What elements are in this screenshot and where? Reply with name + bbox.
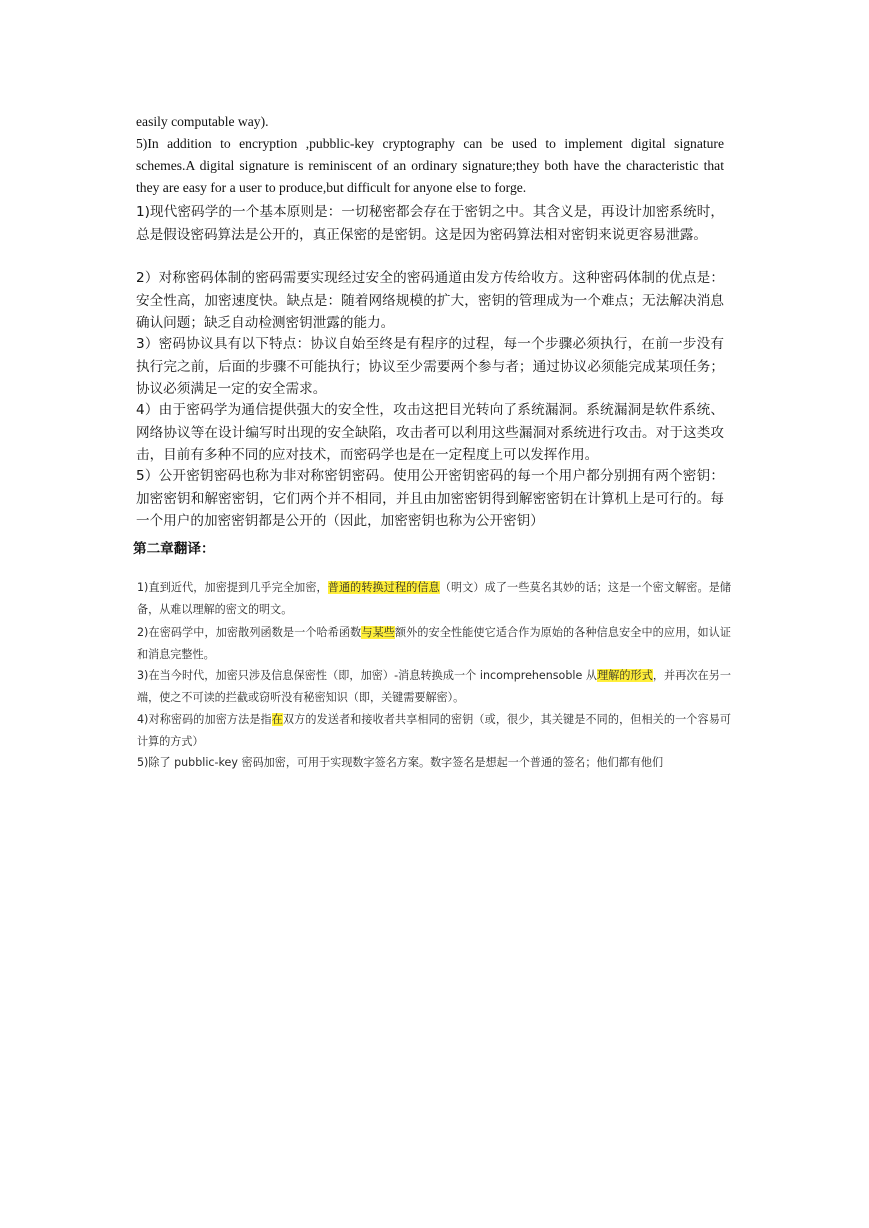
translation-4-text-a: 4)对称密码的加密方法是指 — [137, 713, 272, 726]
translation-2-text-a: 2)在密码学中，加密散列函数是一个哈希函数 — [137, 626, 362, 639]
translation-4-highlight: 在 — [271, 713, 283, 726]
translation-paragraph-2 — [137, 622, 731, 665]
translation-2-highlight: 与某些 — [361, 626, 395, 639]
translation-1-highlight: 普通的转换过程的信息 — [327, 581, 440, 594]
translation-1-text-b: （明文）成了一些莫名其妙的话；这是一个密文解密。是储备，从难以理解的密文的明文。 — [137, 581, 731, 616]
translation-1-text-a: 1)直到近代，加密提到几乎完全加密， — [137, 581, 328, 594]
translation-paragraph-4 — [137, 709, 731, 752]
translation-paragraph-3 — [137, 665, 731, 708]
english-line-prev: easily computable way). — [136, 114, 269, 129]
english-paragraph-5: 5)In addition to encryption ,pubblic-key cryptography can be used to implement digital signature schemes.A digital signature is reminiscent of an ordinary signature;they both have the characteristic that they are easy for a user to produce,but difficult for anyone else to forge. — [136, 136, 724, 195]
translation-paragraph-5: 5)除了 pubblic-key 密码加密，可用于实现数字签名方案。数字签名是想起一个普通的签名；他们都有他们 — [137, 756, 664, 769]
translation-4-text-b: 双方的发送者和接收者共享相同的密钥（或，很少，其关键是不同的，但相关的一个容易可计算的方式） — [137, 713, 732, 748]
translation-2-text-b: 额外的安全性能使它适合作为原始的各种信息安全中的应用，如认证和消息完整性。 — [137, 626, 731, 661]
answer-paragraph-3: 3）密码协议具有以下特点：协议自始至终是有程序的过程，每一个步骤必须执行，在前一步没有执行完之前，后面的步骤不可能执行；协议至少需要两个参与者；通过协议必须能完成某项任务；协议必须满足一定的安全需求。 — [136, 336, 724, 398]
translation-3-text-a: 3)在当今时代，加密只涉及信息保密性（即，加密）-消息转换成一个 incomprehensoble 从 — [137, 669, 598, 682]
translation-paragraph-1 — [137, 577, 731, 620]
answer-paragraph-4: 4）由于密码学为通信提供强大的安全性，攻击这把目光转向了系统漏洞。系统漏洞是软件系统、网络协议等在设计编写时出现的安全缺陷，攻击者可以利用这些漏洞对系统进行攻击。对于这类攻击，目前有多种不同的应对技术，而密码学也是在一定程度上可以发挥作用。 — [136, 402, 724, 464]
answer-paragraph-2: 2）对称密码体制的密码需要实现经过安全的密码通道由发方传给收方。这种密码体制的优点是：安全性高，加密速度快。缺点是：随着网络规模的扩大，密钥的管理成为一个难点；无法解决消息确认问题；缺乏自动检测密钥泄露的能力。 — [136, 270, 724, 332]
translation-3-highlight: 理解的形式 — [597, 669, 653, 682]
chapter-2-heading: 第二章翻译： — [133, 541, 215, 557]
answer-paragraph-5: 5）公开密钥密码也称为非对称密钥密码。使用公开密钥密码的每一个用户都分别拥有两个密钥：加密密钥和解密密钥，它们两个并不相同，并且由加密密钥得到解密密钥在计算机上是可行的。每一个用户的加密密钥都是公开的（因此，加密密钥也称为公开密钥） — [136, 468, 724, 530]
answer-paragraph-1: 1)现代密码学的一个基本原则是：一切秘密都会存在于密钥之中。其含义是，再设计加密系统时，总是假设密码算法是公开的，真正保密的是密钥。这是因为密码算法相对密钥来说更容易泄露。 — [136, 204, 724, 243]
translation-3-text-b: ，并再次在另一端，使之不可读的拦截或窃听没有秘密知识（即，关键需要解密）。 — [137, 669, 731, 704]
